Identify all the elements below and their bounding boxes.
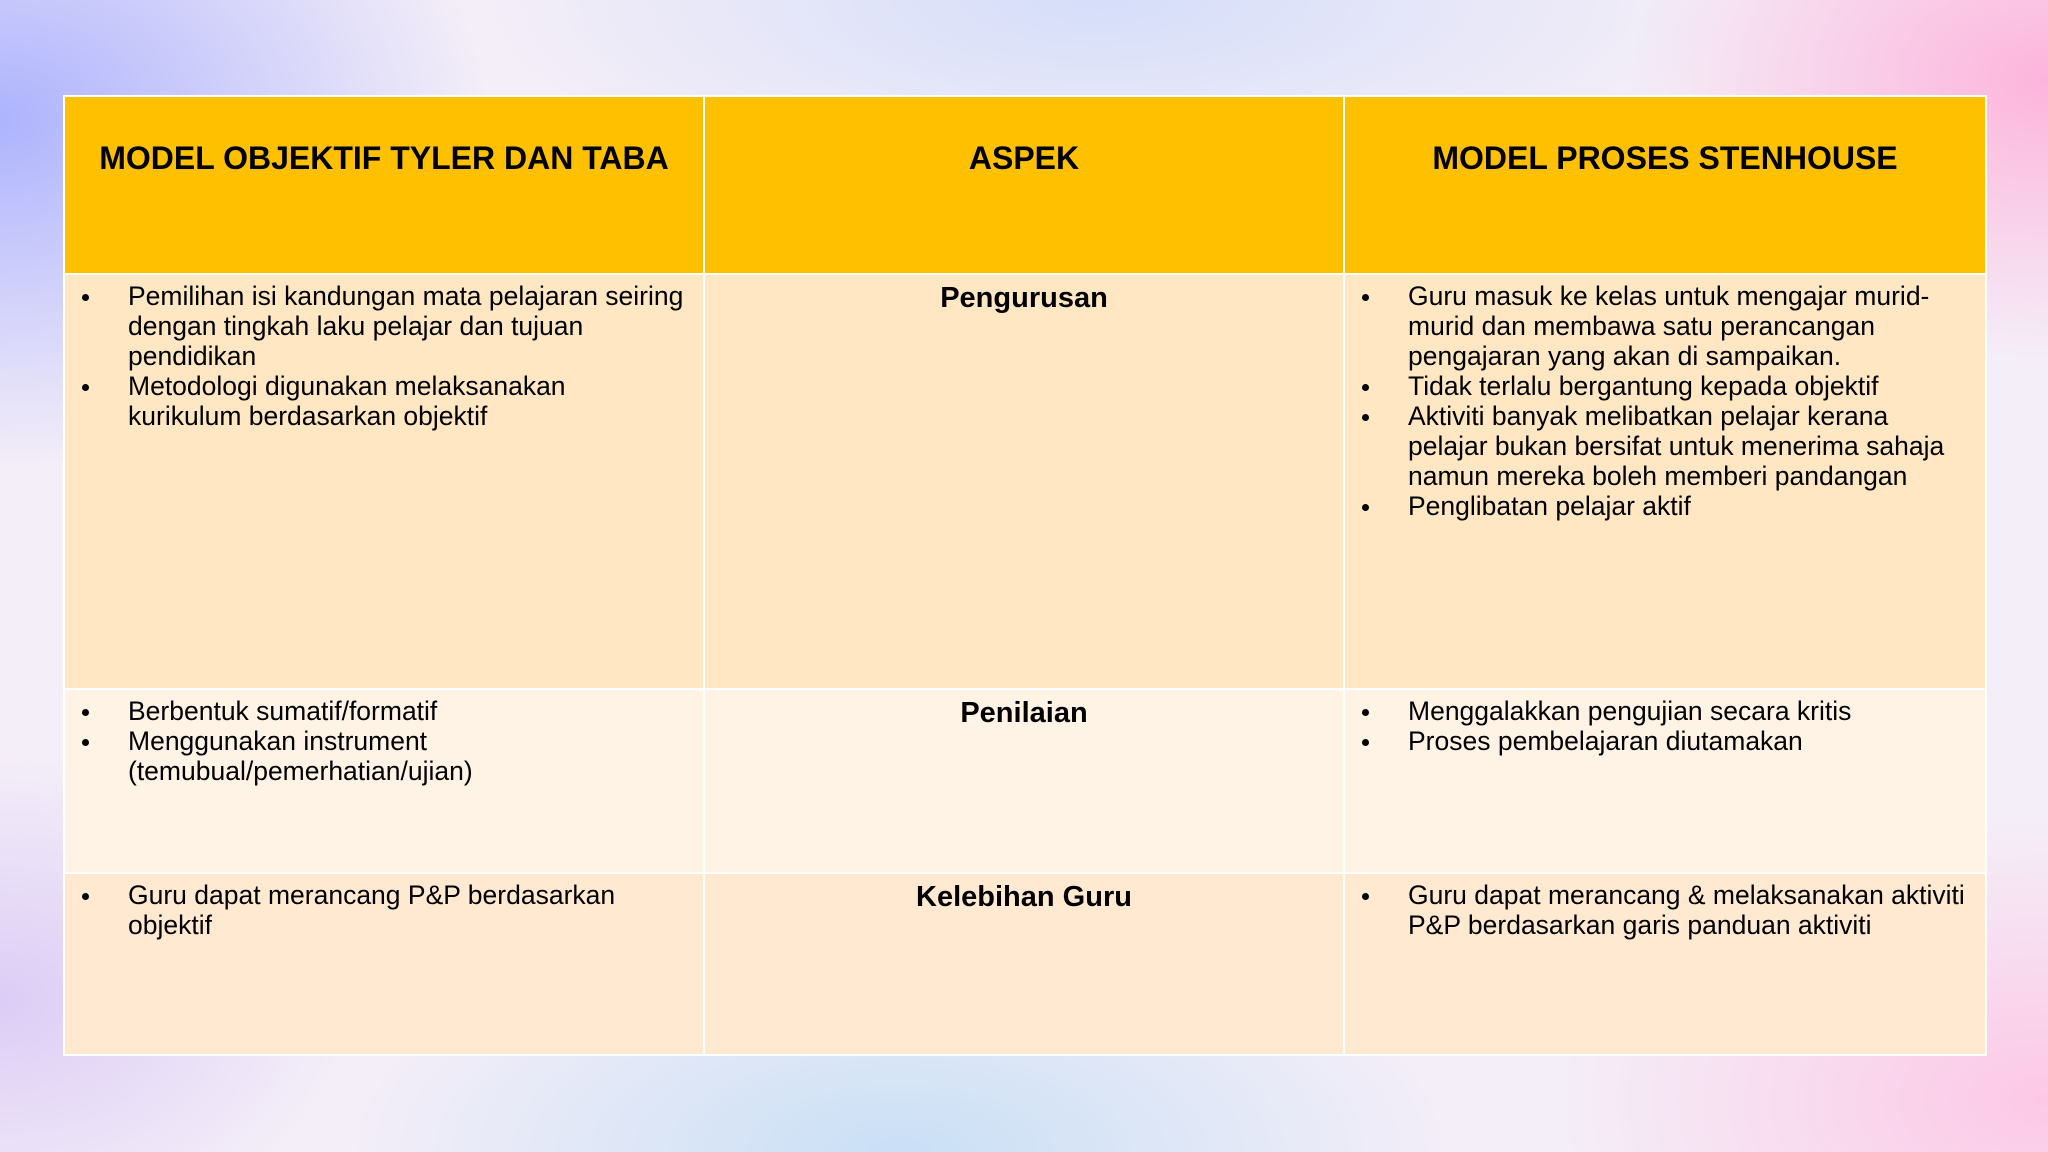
list-item: Proses pembelajaran diutamakan [1345,726,1967,756]
header-row [64,96,1986,274]
list-item: Pemilihan isi kandungan mata pelajaran seiring dengan tingkah laku pelajar dan tujuan pendidikan [65,281,685,371]
bullet-list [1345,690,1985,756]
bullet-list [65,275,703,431]
aspek-cell [704,274,1344,689]
list-item: Guru masuk ke kelas untuk mengajar murid-murid dan membawa satu perancangan pengajaran yang akan di sampaikan. [1345,281,1967,371]
tyler-taba-cell [64,274,704,689]
list-item: Guru dapat merancang & melaksanakan aktiviti P&P berdasarkan garis panduan aktiviti [1345,880,1967,940]
bullet-list [1345,874,1985,940]
aspek-cell [704,873,1344,1055]
stenhouse-cell [1344,873,1986,1055]
bullet-list [65,690,703,786]
aspek-label: Pengurusan [940,282,1108,314]
table-row-kelebihan-guru [64,873,1986,1055]
list-item: Menggalakkan pengujian secara kritis [1345,696,1967,726]
tyler-taba-cell [64,689,704,873]
comparison-table [63,95,1987,1056]
header-stenhouse: MODEL PROSES STENHOUSE [1344,96,1986,274]
list-item: Menggunakan instrument (temubual/pemerhatian/ujian) [65,726,685,786]
list-item: Aktiviti banyak melibatkan pelajar kerana pelajar bukan bersifat untuk menerima sahaja namun mereka boleh memberi pandangan [1345,401,1967,491]
header-tyler-taba: MODEL OBJEKTIF TYLER DAN TABA [64,96,704,274]
aspek-label: Kelebihan Guru [916,881,1132,913]
aspek-cell [704,689,1344,873]
bullet-list [1345,275,1985,521]
stenhouse-cell [1344,274,1986,689]
list-item: Tidak terlalu bergantung kepada objektif [1345,371,1967,401]
list-item: Berbentuk sumatif/formatif [65,696,685,726]
header-aspek: ASPEK [704,96,1344,274]
aspek-label: Penilaian [960,697,1088,729]
list-item: Penglibatan pelajar aktif [1345,491,1967,521]
tyler-taba-cell [64,873,704,1055]
table-row-penilaian [64,689,1986,873]
list-item: Metodologi digunakan melaksanakan kurikulum berdasarkan objektif [65,371,685,431]
list-item: Guru dapat merancang P&P berdasarkan objektif [65,880,685,940]
stenhouse-cell [1344,689,1986,873]
table-row-pengurusan [64,274,1986,689]
bullet-list [65,874,703,940]
